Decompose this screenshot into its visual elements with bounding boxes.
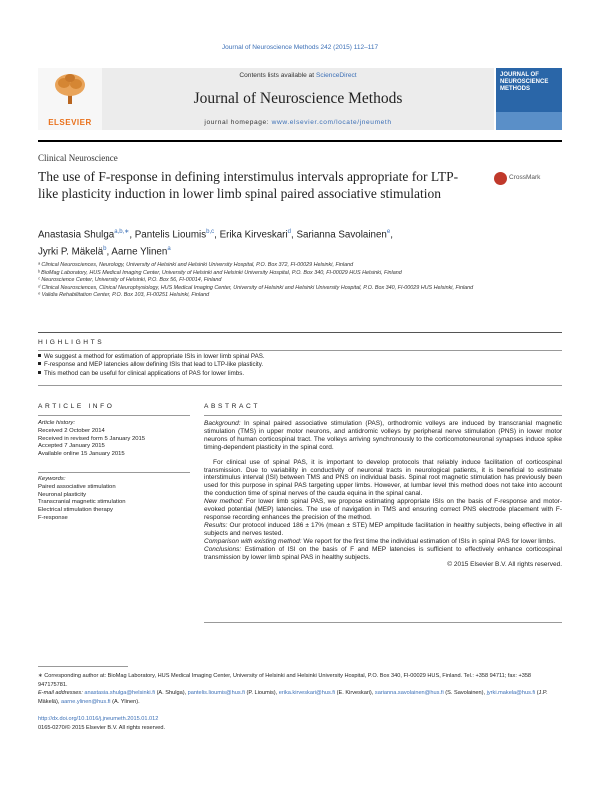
author-name[interactable]: Jyrki P. Mäkelä — [38, 246, 104, 258]
email-link[interactable]: erika.kirveskari@hus.fi — [278, 690, 336, 697]
email-link[interactable]: sarianna.savolainen@hus.fi — [374, 690, 444, 697]
keyword: F-response — [38, 514, 68, 521]
keywords-list — [38, 476, 190, 523]
footnote-rule — [38, 666, 128, 667]
affiliation-e: ᵉ Validia Rehabilitation Center, P.O. Box 103, FI-00251 Helsinki, Finland — [38, 292, 210, 299]
author-affiliation-marker[interactable]: b — [103, 246, 107, 253]
email-link[interactable]: pantelis.lioumis@hus.fi — [187, 690, 245, 697]
footnotes — [38, 672, 562, 706]
abstract-bottom-rule — [204, 622, 562, 623]
article-history — [38, 420, 190, 459]
author-separator: , — [214, 229, 220, 241]
journal-cover-band — [496, 112, 562, 130]
keyword: Paired associative stimulation — [38, 483, 116, 490]
author-affiliation-marker[interactable]: e — [386, 229, 391, 235]
email-owner: (P. Lioumis), — [244, 690, 279, 697]
keyword: Transcranial magnetic stimulation — [38, 499, 126, 506]
affiliation-d: ᵈ Clinical Neurosciences, Clinical Neurophysiology, HUS Medical Imaging Center, University of Helsinki and Helsinki University Hospital, P.O. Box 340, FI-00029 HUS Helsinki, Finland — [38, 284, 474, 291]
journal-title: Journal of Neuroscience Methods — [193, 90, 403, 107]
history-online: Available online 15 January 2015 — [38, 451, 125, 458]
abstract-background: Background: In spinal paired associative stimulation (PAS), orthodromic volleys are induced by transcranial magnetic stimulation (TMS) in upper motor neurons, and antidromic volleys by peripheral nerve stimulation (PNS) in lower motor neurons of human corticospinal tract. The volleys arriving synchronously to the corticomotoneuronal synapses induce spike timing-dependent plasticity in the spinal cord. — [204, 420, 562, 451]
abstract-new-method: New method: For lower limb spinal PAS, we propose estimating appropriate ISIs on the basis of F-response and motor-evoked potential (MEP) latencies. The use of navigation in TMS and ensuring correct PNS electrode placement with F-response recording enhances the precision of the method. — [204, 498, 563, 521]
email-link[interactable]: jyrki.makela@hus.fi — [486, 690, 536, 697]
abstract-comparison: Comparison with existing method: We report for the first time the individual estimation of ISIs in spinal PAS for lower limbs. — [204, 537, 556, 545]
email-addresses — [38, 689, 562, 706]
keyword: Electrical stimulation therapy — [38, 507, 113, 514]
author-name[interactable]: Aarne Ylinen — [111, 246, 168, 258]
sciencedirect-link[interactable]: ScienceDirect — [315, 72, 357, 79]
email-link[interactable]: anastasia.shulga@helsinki.fi — [84, 690, 156, 697]
highlights-top-rule — [38, 332, 562, 333]
author-affiliation-marker[interactable]: b,c — [206, 229, 215, 235]
affiliation-b: ᵇ BioMag Laboratory, HUS Medical Imaging Center, University of Helsinki and Helsinki University Hospital, P.O. Box 340, FI-00029 HUS Helsinki, Finland — [38, 269, 402, 276]
email-owner: (S. Savolainen), — [443, 690, 487, 697]
email-owner: (A. Ylinen). — [110, 698, 140, 705]
author-name[interactable]: Erika Kirveskari — [219, 229, 288, 241]
contents-available-line — [102, 72, 494, 79]
doi-link[interactable]: http://dx.doi.org/10.1016/j.jneumeth.2015.01.012 — [38, 716, 159, 722]
cover-title: JOURNAL OF NEUROSCIENCE METHODS — [500, 72, 549, 92]
highlights-heading: HIGHLIGHTS — [38, 339, 105, 346]
keywords-rule — [38, 472, 190, 473]
journal-reference[interactable]: Journal of Neuroscience Methods 242 (2015) 112–117 — [221, 44, 379, 51]
author-name[interactable]: Anastasia Shulga — [38, 229, 115, 241]
email-owner: (J.P. Mäkelä), — [38, 690, 548, 705]
publisher-wordmark: ELSEVIER — [48, 118, 92, 127]
homepage-link[interactable]: www.elsevier.com/locate/jneumeth — [271, 119, 392, 126]
author-affiliation-marker[interactable]: a,b,∗ — [114, 229, 130, 235]
bullet-icon — [38, 371, 41, 374]
email-link[interactable]: aarne.ylinen@hus.fi — [61, 698, 111, 705]
author-affiliation-marker[interactable]: a — [167, 246, 171, 253]
highlights-mid-rule — [38, 350, 562, 351]
affiliation-c: ᶜ Neuroscience Center, University of Helsinki, P.O. Box 56, FI-00014, Finland — [38, 277, 222, 284]
homepage-prefix: journal homepage: — [204, 119, 272, 126]
header-divider — [38, 140, 562, 142]
elsevier-tree-icon — [52, 72, 88, 106]
email-label: E-mail addresses: — [38, 690, 83, 697]
highlight-item: This method can be useful for clinical applications of PAS for lower limbs. — [38, 370, 558, 378]
crossmark-label[interactable]: CrossMark — [509, 174, 541, 181]
author-name[interactable]: Pantelis Lioumis — [134, 229, 207, 241]
history-received: Received 2 October 2014 — [38, 427, 105, 434]
contents-prefix: Contents lists available at — [239, 72, 316, 79]
corresponding-author-note: ∗ Corresponding author at: BioMag Laboratory, HUS Medical Imaging Center, University of Helsinki and Helsinki University Hospital, P.O. Box 340, FI-00029 HUS, Finland. Tel.: +358 94711; fax: +358 947175781. — [38, 673, 532, 688]
journal-homepage-line — [102, 119, 494, 126]
email-owner: (A. Shulga), — [155, 690, 188, 697]
author-separator: , — [106, 246, 112, 258]
history-accepted: Accepted 7 January 2015 — [38, 443, 105, 450]
author-name[interactable]: Sarianna Savolainen — [296, 229, 387, 241]
author-separator: , — [390, 229, 393, 241]
affiliation-list — [38, 262, 558, 300]
email-owner: (E. Kirveskari), — [335, 690, 375, 697]
author-separator: , — [129, 229, 135, 241]
author-list — [38, 225, 558, 260]
highlights-bottom-rule — [38, 385, 562, 386]
section-label: Clinical Neuroscience — [38, 153, 118, 163]
highlight-item: We suggest a method for estimation of appropriate ISIs in lower limb spinal PAS. — [38, 353, 558, 361]
article-info-heading: ARTICLE INFO — [38, 403, 115, 410]
doi-block — [38, 715, 562, 732]
bullet-icon — [38, 354, 41, 357]
keyword: Neuronal plasticity — [38, 491, 87, 498]
abstract-rule — [204, 415, 562, 416]
history-label: Article history: — [38, 420, 75, 426]
abstract-body — [204, 420, 562, 569]
abstract-results: Results: Our protocol induced 186 ± 17% (mean ± STE) MEP amplitude facilitation in healthy subjects, being effective in all subjects and nerves tested. — [204, 521, 562, 537]
abstract-conclusions: Conclusions: Estimation of ISI on the basis of F and MEP latencies is sufficient to effectively enhance corticospinal transmission by lower limb spinal PAS in healthy subjects. — [204, 545, 562, 561]
bullet-icon — [38, 362, 41, 365]
history-revised: Received in revised form 5 January 2015 — [38, 435, 146, 442]
article-title: The use of F-response in defining interstimulus intervals appropriate for LTP-like plasticity induction in lower limb spinal paired associative stimulation — [38, 169, 459, 201]
abstract-paragraph: For clinical use of spinal PAS, it is important to develop protocols that reliably induce facilitation of corticospinal transmission. Due to variability in conductivity of neuronal tracts in neurological patients, it is beneficial to estimate interstimulus interval (ISI) between TMS and PNS on individual basis. Spinal root magnetic stimulation has previously been used for this purpose in spinal PAS targeting upper limbs. However, at lumbar level this method does not take into account the conduction time of spinal nerves of the cauda equina in the spinal canal. — [204, 458, 562, 498]
article-info-rule — [38, 415, 190, 416]
keywords-label: Keywords: — [38, 476, 66, 482]
affiliation-a: ᵃ Clinical Neurosciences, Neurology, University of Helsinki and Helsinki University Hospital, P.O. Box 372, FI-00029 Helsinki, Finland — [38, 262, 354, 268]
crossmark-icon[interactable] — [494, 172, 507, 185]
issn-line: 0165-0270/© 2015 Elsevier B.V. All rights reserved. — [38, 724, 166, 731]
copyright-notice: © 2015 Elsevier B.V. All rights reserved. — [447, 561, 562, 569]
abstract-heading: ABSTRACT — [204, 403, 260, 410]
highlights-list — [38, 353, 558, 378]
highlight-item: F-response and MEP latencies allow defining ISIs that lead to LTP-like plasticity. — [38, 361, 558, 369]
author-separator: , — [290, 229, 297, 241]
author-affiliation-marker[interactable]: d — [287, 229, 291, 235]
